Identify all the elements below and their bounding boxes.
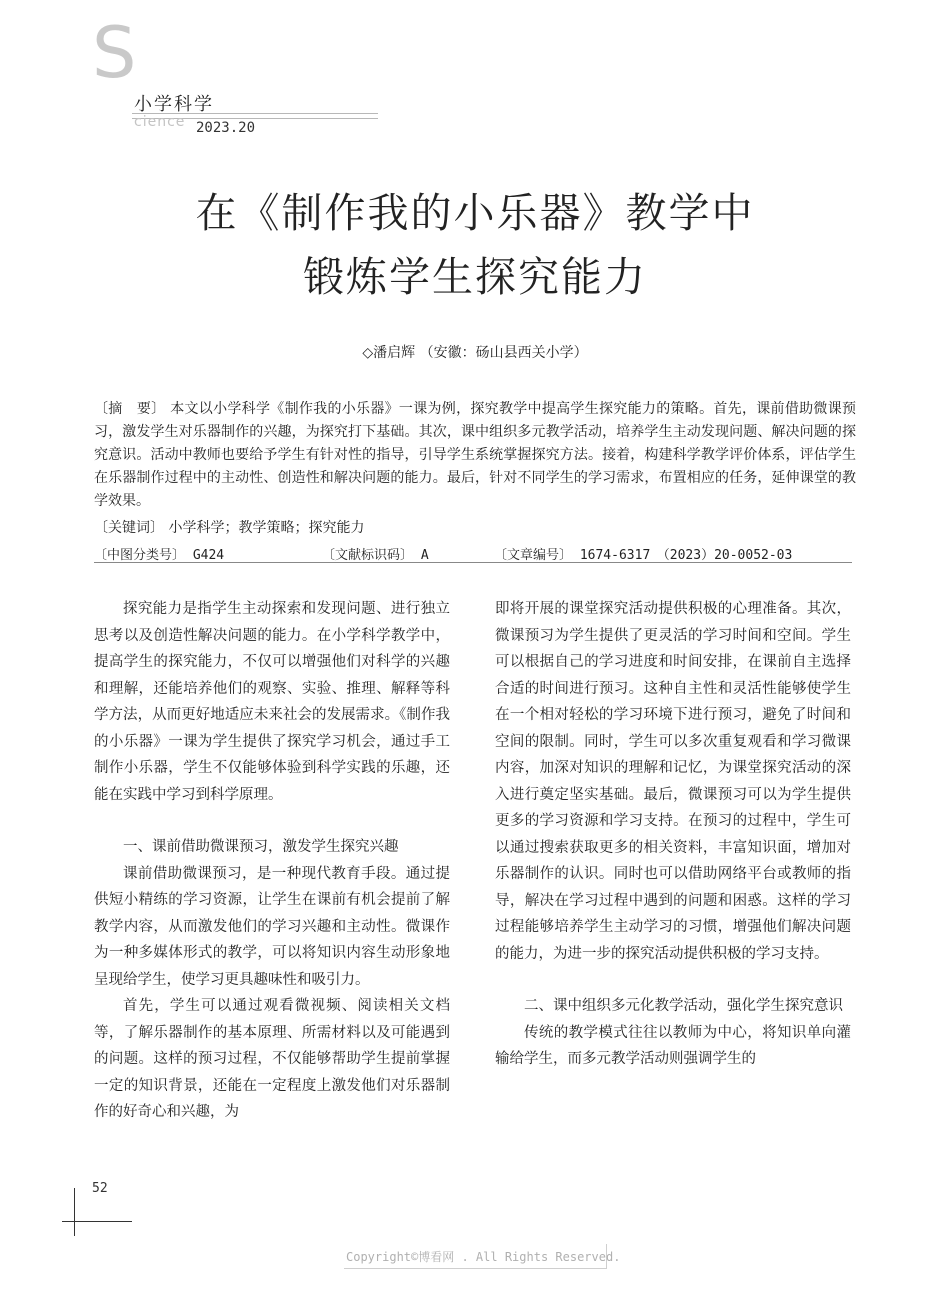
section-heading-1: 一、课前借助微课预习，激发学生探究兴趣: [123, 839, 399, 855]
article-number: 〔文章编号〕 1674-6317 （2023）20-0052-03: [494, 548, 793, 563]
article-author: ◇潘启辉 （安徽：砀山县西关小学）: [362, 345, 588, 361]
abstract-text: 本文以小学科学《制作我的小乐器》一课为例，探究教学中提高学生探究能力的策略。首先，课前借助微课预习，激发学生对乐器制作的兴趣，为探究打下基础。其次，课中组织多元教学活动，培养学生主动发现问题、解决问题的探究意识。活动中教师也要给予学生有针对性的指导，引导学生系统掌握探究方法。接着，构建科学教学评价体系，评估学生在乐器制作过程中的主动性、创造性和解决问题的能力。最后，针对不同学生的学习需求，布置相应的任务，延伸课堂的教学效果。: [94, 401, 857, 509]
paragraph: 课前借助微课预习，是一种现代教育手段。通过提供短小精练的学习资源，让学生在课前有机会提前了解教学内容，从而激发他们的学习兴趣和主动性。微课作为一种多媒体形式的教学，可以将知识内容生动形象地呈现给学生，使学习更具趣味性和吸引力。: [94, 865, 450, 988]
paragraph: 探究能力是指学生主动探索和发现问题、进行独立思考以及创造性解决问题的能力。在小学科学教学中，提高学生的探究能力，不仅可以增强他们对科学的兴趣和理解，还能培养他们的观察、实验、推理、解释等科学方法，从而更好地适应未来社会的发展需求。《制作我的小乐器》一课为学生提供了探究学习机会，通过手工制作小乐器，学生不仅能够体验到科学实践的乐趣，还能在实践中学习到科学原理。: [94, 601, 450, 803]
crop-mark-vertical: [74, 1188, 75, 1236]
abstract-label: 〔摘 要〕: [94, 401, 166, 417]
clc-number: 〔中图分类号〕 G424: [94, 548, 225, 563]
article-title-line1: 在《制作我的小乐器》教学中: [195, 189, 755, 237]
journal-logo-letter: S: [92, 12, 137, 94]
journal-name: 小学科学: [134, 94, 214, 115]
journal-subtitle: cience: [134, 114, 186, 130]
document-code: 〔文献标识码〕 A: [322, 548, 429, 563]
paragraph: 传统的教学模式往往以教师为中心，将知识单向灌输给学生，而多元教学活动则强调学生的: [495, 1024, 851, 1067]
issue-number: 2023.20: [196, 120, 256, 136]
body-column-right: [495, 596, 851, 1073]
meta-divider: [94, 562, 852, 563]
article-title-line2: 锻炼学生探究能力: [303, 253, 647, 301]
page-number: 52: [92, 1181, 108, 1196]
crop-mark-horizontal: [62, 1221, 132, 1222]
body-column-left: [94, 596, 450, 1126]
keywords: [94, 517, 364, 537]
paragraph: 首先，学生可以通过观看微视频、阅读相关文档等，了解乐器制作的基本原理、所需材料以及可能遇到的问题。这样的预习过程，不仅能够帮助学生提前掌握一定的知识背景，还能在一定程度上激发他们对乐器制作的好奇心和兴趣，为: [94, 998, 450, 1120]
abstract: [94, 398, 856, 513]
section-heading-2: 二、课中组织多元化教学活动，强化学生探究意识: [524, 998, 843, 1014]
keywords-text: 小学科学；教学策略；探究能力: [168, 520, 365, 536]
keywords-label: 〔关键词〕: [94, 520, 164, 536]
paragraph: 即将开展的课堂探究活动提供积极的心理准备。其次，微课预习为学生提供了更灵活的学习时间和空间。学生可以根据自己的学习进度和时间安排，在课前自主选择合适的时间进行预习。这种自主性和灵活性能够使学生在一个相对轻松的学习环境下进行预习，避免了时间和空间的限制。同时，学生可以多次重复观看和学习微课内容，加深对知识的理解和记忆，为课堂探究活动的深入进行奠定坚实基础。最后，微课预习可以为学生提供更多的学习资源和学习支持。在预习的过程中，学生可以通过搜索获取更多的相关资料，丰富知识面，增加对乐器制作的认识。同时也可以借助网络平台或教师的指导，解决在学习过程中遇到的问题和困惑。这样的学习过程能够培养学生主动学习的习惯，增强他们解决问题的能力，为进一步的探究活动提供积极的学习支持。: [495, 601, 851, 962]
copyright-notice: Copyright©博看网 . All Rights Reserved.: [346, 1250, 621, 1264]
